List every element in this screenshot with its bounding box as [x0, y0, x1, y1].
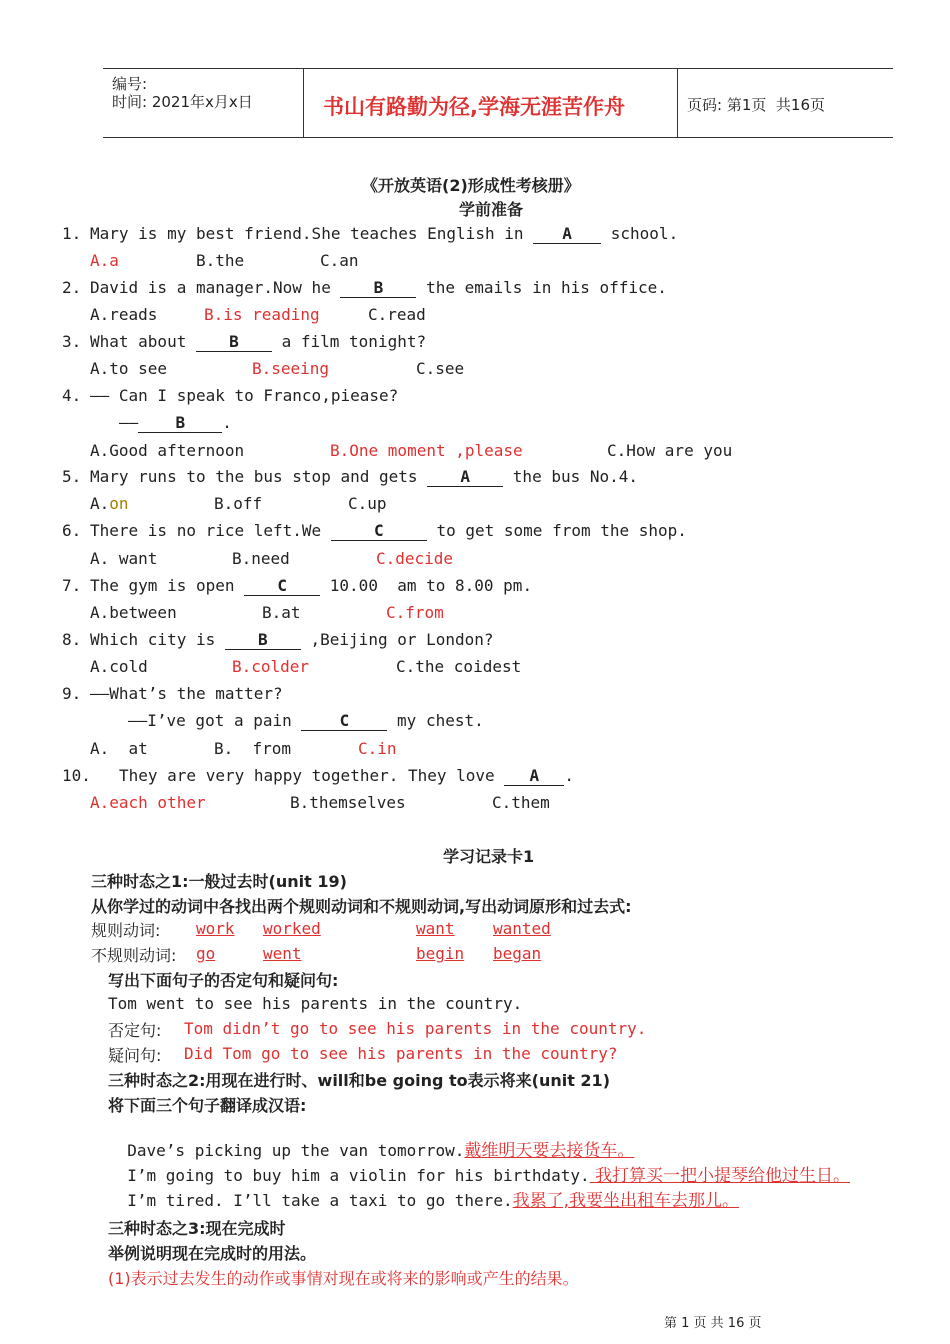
verb-answer: went: [263, 944, 302, 963]
answer-blank: A: [427, 467, 503, 487]
question-number: 9.: [62, 684, 82, 703]
answer-option: C.How are you: [607, 441, 733, 460]
question-text: a film tonight?: [281, 332, 427, 351]
answer-option: B.colder: [232, 657, 310, 676]
reply-text: ——: [119, 413, 139, 432]
question-text: .: [564, 766, 574, 785]
question-stem: [90, 278, 667, 298]
question-text: the emails in his office.: [426, 278, 667, 297]
answer-option: C.the coidest: [396, 657, 522, 676]
verb-answer: wanted: [493, 919, 551, 938]
question-stem: [90, 576, 532, 596]
answer-blank: C: [244, 576, 320, 596]
answer-option: A. want: [90, 549, 158, 568]
question-stem: [90, 684, 283, 703]
doc-title: 《开放英语(2)形成性考核册》: [362, 176, 580, 195]
question-number: 6.: [62, 521, 82, 540]
question-text: The gym is open: [90, 576, 235, 595]
question-number: 2.: [62, 278, 82, 297]
verb-answer: worked: [263, 919, 321, 938]
answer-option: B.at: [262, 603, 301, 622]
question-label: 疑问句:: [108, 1046, 162, 1065]
answer-blank: B: [340, 278, 416, 298]
answer-option: A.a: [90, 251, 119, 270]
question-number: 3.: [62, 332, 82, 351]
base-sentence: Tom went to see his parents in the country.: [108, 994, 523, 1013]
answer-option: C.up: [348, 494, 387, 513]
tense-heading: 三种时态之2:用现在进行时、will和be going to表示将来(unit 21): [108, 1071, 611, 1090]
question-stem: [119, 766, 574, 786]
question-stem: [90, 630, 494, 650]
negative-label: 否定句:: [108, 1021, 162, 1040]
question-number: 7.: [62, 576, 82, 595]
answer-option: A. at: [90, 739, 148, 758]
regular-verbs-label: 规则动词:: [91, 921, 161, 940]
question-text: Mary runs to the bus stop and gets: [90, 467, 418, 486]
question-number: 8.: [62, 630, 82, 649]
answer-option: A.to see: [90, 359, 168, 378]
question-stem: [90, 224, 678, 244]
answer-option: C.an: [320, 251, 359, 270]
question-text: What about: [90, 332, 187, 351]
header-motto: 书山有路勤为径,学海无涯苦作舟: [323, 95, 625, 119]
answer-option: B.need: [232, 549, 290, 568]
translation-row: [108, 1167, 739, 1211]
answer-option: A.Good afternoon: [90, 441, 245, 460]
question-text: Mary is my best friend.She teaches English in: [90, 224, 524, 243]
question-text: ,Beijing or London?: [310, 630, 494, 649]
question-reply: [119, 413, 232, 433]
question-number: 1.: [62, 224, 82, 243]
question-text: David is a manager.Now he: [90, 278, 331, 297]
question-number: 5.: [62, 467, 82, 486]
question-stem: [90, 332, 426, 352]
answer-option: B.the: [196, 251, 245, 270]
question-stem: [90, 467, 638, 487]
tense-heading: 三种时态之1:一般过去时(unit 19): [91, 872, 347, 891]
answer-option: C.them: [492, 793, 550, 812]
question-text: ——What’s the matter?: [90, 684, 283, 703]
english-sentence: I’m going to buy him a violin for his birthdaty.: [127, 1166, 590, 1185]
answer-blank: B: [138, 413, 222, 433]
answer-option: B.off: [214, 494, 263, 513]
verb-answer: work: [196, 919, 235, 938]
header-divider: [677, 69, 678, 137]
chinese-translation: 我打算买一把小提琴给他过生日。: [589, 1166, 851, 1186]
task-instruction: 举例说明现在完成时的用法。: [108, 1244, 317, 1263]
irregular-verbs-label: 不规则动词:: [91, 946, 177, 965]
negative-sentence: Tom didn’t go to see his parents in the country.: [184, 1019, 647, 1038]
answer-blank: B: [225, 630, 301, 650]
chinese-translation: 戴维明天要去接货车。: [464, 1141, 635, 1161]
usage-point: (1)表示过去发生的动作或事情对现在或将来的影响或产生的结果。: [108, 1269, 579, 1288]
answer-option: C.from: [386, 603, 444, 622]
question-text: 10.00 am to 8.00 pm.: [329, 576, 533, 595]
question-stem: [90, 521, 687, 541]
question-stem: [90, 386, 398, 405]
verb-answer: go: [196, 944, 216, 963]
question-text: my chest.: [397, 711, 484, 730]
question-text: There is no rice left.We: [90, 521, 322, 540]
section-title: 学前准备: [459, 200, 524, 219]
question-number: 10.: [62, 766, 91, 785]
question-number: 4.: [62, 386, 82, 405]
answer-blank: A: [504, 766, 564, 786]
english-sentence: Dave’s picking up the van tomorrow.: [127, 1141, 465, 1160]
verb-answer: want: [416, 919, 455, 938]
answer-option: C.read: [368, 305, 426, 324]
answer-option: C.in: [358, 739, 397, 758]
question-sentence: Did Tom go to see his parents in the country?: [184, 1044, 618, 1063]
task-instruction: 从你学过的动词中各找出两个规则动词和不规则动词,写出动词原形和过去式:: [91, 897, 632, 916]
verb-answer: began: [493, 944, 542, 963]
question-reply: [128, 711, 484, 731]
task-instruction: 将下面三个句子翻译成汉语:: [108, 1096, 307, 1115]
verb-answer: begin: [416, 944, 465, 963]
answer-option: A.between: [90, 603, 177, 622]
answer-option: B. from: [214, 739, 292, 758]
question-text: They are very happy together. They love: [119, 766, 495, 785]
answer-option: B.is reading: [204, 305, 320, 324]
english-sentence: I’m tired. I’ll take a taxi to go there.: [127, 1191, 513, 1210]
question-text: to get some from the shop.: [436, 521, 687, 540]
answer-blank: C: [301, 711, 387, 731]
page-footer: 第 1 页 共 16 页: [664, 1316, 762, 1331]
question-text: Which city is: [90, 630, 216, 649]
header-box: [103, 68, 893, 138]
answer-option: C.see: [416, 359, 465, 378]
time-label: 时间: 2021年x月x日: [112, 93, 253, 111]
answer-option: B.One moment ,please: [330, 441, 523, 460]
header-divider: [303, 69, 304, 137]
question-text: .: [222, 413, 232, 432]
answer-option: A.each other: [90, 793, 206, 812]
answer-option: B.themselves: [290, 793, 406, 812]
section-title: 学习记录卡1: [443, 847, 535, 866]
answer-option: B.seeing: [252, 359, 330, 378]
task-instruction: 写出下面句子的否定句和疑问句:: [108, 971, 339, 990]
reply-text: ——I’ve got a pain: [128, 711, 292, 730]
question-text: —— Can I speak to Franco,piease?: [90, 386, 399, 405]
answer-option: C.decide: [376, 549, 454, 568]
answer-blank: C: [331, 521, 427, 541]
answer-option: A.on: [90, 494, 129, 513]
chinese-translation: 我累了,我要坐出租车去那儿。: [512, 1191, 739, 1211]
answer-blank: A: [533, 224, 601, 244]
answer-option: A.reads: [90, 305, 158, 324]
page-info: 页码: 第1页 共16页: [687, 96, 825, 114]
answer-option: A.cold: [90, 657, 148, 676]
tense-heading: 三种时态之3:现在完成时: [108, 1219, 286, 1238]
question-text: school.: [610, 224, 679, 243]
answer-blank: B: [196, 332, 272, 352]
serial-label: 编号:: [112, 75, 148, 93]
question-text: the bus No.4.: [512, 467, 639, 486]
